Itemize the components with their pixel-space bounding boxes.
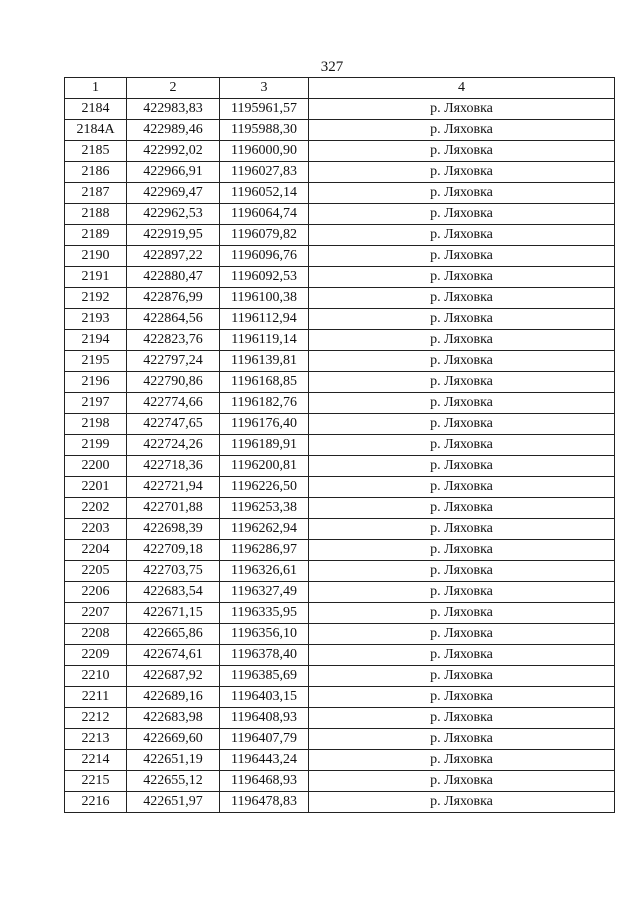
point-number-cell: 2201 — [65, 477, 127, 498]
x-coordinate-cell: 422651,97 — [127, 792, 220, 813]
description-cell: р. Ляховка — [309, 309, 615, 330]
x-coordinate-cell: 422962,53 — [127, 204, 220, 225]
table-row — [65, 498, 615, 519]
table-row — [65, 456, 615, 477]
description-cell: р. Ляховка — [309, 603, 615, 624]
point-number-cell: 2193 — [65, 309, 127, 330]
description-cell: р. Ляховка — [309, 330, 615, 351]
description-cell: р. Ляховка — [309, 708, 615, 729]
table-row — [65, 582, 615, 603]
y-coordinate-cell: 1196064,74 — [220, 204, 309, 225]
point-number-cell: 2195 — [65, 351, 127, 372]
y-coordinate-cell: 1196092,53 — [220, 267, 309, 288]
y-coordinate-cell: 1196176,40 — [220, 414, 309, 435]
table-row — [65, 183, 615, 204]
table-row — [65, 225, 615, 246]
x-coordinate-cell: 422701,88 — [127, 498, 220, 519]
point-number-cell: 2194 — [65, 330, 127, 351]
description-cell: р. Ляховка — [309, 267, 615, 288]
y-coordinate-cell: 1196168,85 — [220, 372, 309, 393]
table-row — [65, 792, 615, 813]
description-cell: р. Ляховка — [309, 624, 615, 645]
y-coordinate-cell: 1196079,82 — [220, 225, 309, 246]
point-number-cell: 2190 — [65, 246, 127, 267]
description-cell: р. Ляховка — [309, 393, 615, 414]
y-coordinate-cell: 1196335,95 — [220, 603, 309, 624]
point-number-cell: 2200 — [65, 456, 127, 477]
y-coordinate-cell: 1196139,81 — [220, 351, 309, 372]
x-coordinate-cell: 422919,95 — [127, 225, 220, 246]
point-number-cell: 2186 — [65, 162, 127, 183]
table-row — [65, 393, 615, 414]
table-row — [65, 561, 615, 582]
point-number-cell: 2204 — [65, 540, 127, 561]
x-coordinate-cell: 422709,18 — [127, 540, 220, 561]
point-number-cell: 2211 — [65, 687, 127, 708]
y-coordinate-cell: 1196478,83 — [220, 792, 309, 813]
table-row — [65, 687, 615, 708]
point-number-cell: 2206 — [65, 582, 127, 603]
table-row — [65, 666, 615, 687]
x-coordinate-cell: 422669,60 — [127, 729, 220, 750]
point-number-cell: 2207 — [65, 603, 127, 624]
y-coordinate-cell: 1196327,49 — [220, 582, 309, 603]
coordinates-table — [64, 77, 615, 813]
table-row — [65, 708, 615, 729]
point-number-cell: 2214 — [65, 750, 127, 771]
x-coordinate-cell: 422969,47 — [127, 183, 220, 204]
point-number-cell: 2209 — [65, 645, 127, 666]
x-coordinate-cell: 422797,24 — [127, 351, 220, 372]
y-coordinate-cell: 1196286,97 — [220, 540, 309, 561]
table-row — [65, 141, 615, 162]
table-row — [65, 771, 615, 792]
y-coordinate-cell: 1196403,15 — [220, 687, 309, 708]
table-row — [65, 603, 615, 624]
table-row — [65, 435, 615, 456]
table-row — [65, 624, 615, 645]
table-row — [65, 540, 615, 561]
y-coordinate-cell: 1196112,94 — [220, 309, 309, 330]
y-coordinate-cell: 1195988,30 — [220, 120, 309, 141]
page-number: 327 — [320, 59, 344, 75]
y-coordinate-cell: 1196468,93 — [220, 771, 309, 792]
description-cell: р. Ляховка — [309, 414, 615, 435]
y-coordinate-cell: 1196356,10 — [220, 624, 309, 645]
point-number-cell: 2189 — [65, 225, 127, 246]
x-coordinate-cell: 422790,86 — [127, 372, 220, 393]
point-number-cell: 2210 — [65, 666, 127, 687]
table-row — [65, 99, 615, 120]
description-cell: р. Ляховка — [309, 204, 615, 225]
description-cell: р. Ляховка — [309, 372, 615, 393]
x-coordinate-cell: 422864,56 — [127, 309, 220, 330]
table-row — [65, 750, 615, 771]
table-body — [65, 99, 615, 813]
description-cell: р. Ляховка — [309, 225, 615, 246]
y-coordinate-cell: 1196027,83 — [220, 162, 309, 183]
description-cell: р. Ляховка — [309, 435, 615, 456]
table-row — [65, 477, 615, 498]
point-number-cell: 2185 — [65, 141, 127, 162]
y-coordinate-cell: 1196408,93 — [220, 708, 309, 729]
description-cell: р. Ляховка — [309, 162, 615, 183]
table-row — [65, 288, 615, 309]
table-row — [65, 267, 615, 288]
point-number-cell: 2199 — [65, 435, 127, 456]
y-coordinate-cell: 1196226,50 — [220, 477, 309, 498]
point-number-cell: 2187 — [65, 183, 127, 204]
table-row — [65, 414, 615, 435]
point-number-cell: 2196 — [65, 372, 127, 393]
x-coordinate-cell: 422665,86 — [127, 624, 220, 645]
table-row — [65, 120, 615, 141]
description-cell: р. Ляховка — [309, 645, 615, 666]
x-coordinate-cell: 422823,76 — [127, 330, 220, 351]
point-number-cell: 2192 — [65, 288, 127, 309]
point-number-cell: 2184А — [65, 120, 127, 141]
y-coordinate-cell: 1196443,24 — [220, 750, 309, 771]
description-cell: р. Ляховка — [309, 477, 615, 498]
point-number-cell: 2208 — [65, 624, 127, 645]
x-coordinate-cell: 422724,26 — [127, 435, 220, 456]
header-cell-3: 3 — [220, 78, 309, 99]
y-coordinate-cell: 1196385,69 — [220, 666, 309, 687]
description-cell: р. Ляховка — [309, 666, 615, 687]
point-number-cell: 2191 — [65, 267, 127, 288]
table-header — [65, 78, 615, 99]
x-coordinate-cell: 422655,12 — [127, 771, 220, 792]
header-cell-1: 1 — [65, 78, 127, 99]
description-cell: р. Ляховка — [309, 519, 615, 540]
x-coordinate-cell: 422983,83 — [127, 99, 220, 120]
point-number-cell: 2216 — [65, 792, 127, 813]
point-number-cell: 2202 — [65, 498, 127, 519]
description-cell: р. Ляховка — [309, 498, 615, 519]
description-cell: р. Ляховка — [309, 771, 615, 792]
header-cell-2: 2 — [127, 78, 220, 99]
description-cell: р. Ляховка — [309, 183, 615, 204]
description-cell: р. Ляховка — [309, 141, 615, 162]
x-coordinate-cell: 422721,94 — [127, 477, 220, 498]
description-cell: р. Ляховка — [309, 687, 615, 708]
y-coordinate-cell: 1196182,76 — [220, 393, 309, 414]
y-coordinate-cell: 1196200,81 — [220, 456, 309, 477]
y-coordinate-cell: 1195961,57 — [220, 99, 309, 120]
description-cell: р. Ляховка — [309, 351, 615, 372]
x-coordinate-cell: 422774,66 — [127, 393, 220, 414]
description-cell: р. Ляховка — [309, 246, 615, 267]
description-cell: р. Ляховка — [309, 120, 615, 141]
point-number-cell: 2213 — [65, 729, 127, 750]
x-coordinate-cell: 422674,61 — [127, 645, 220, 666]
y-coordinate-cell: 1196052,14 — [220, 183, 309, 204]
y-coordinate-cell: 1196378,40 — [220, 645, 309, 666]
x-coordinate-cell: 422651,19 — [127, 750, 220, 771]
x-coordinate-cell: 422683,54 — [127, 582, 220, 603]
x-coordinate-cell: 422689,16 — [127, 687, 220, 708]
y-coordinate-cell: 1196000,90 — [220, 141, 309, 162]
x-coordinate-cell: 422966,91 — [127, 162, 220, 183]
description-cell: р. Ляховка — [309, 750, 615, 771]
x-coordinate-cell: 422698,39 — [127, 519, 220, 540]
table-row — [65, 204, 615, 225]
table-row — [65, 162, 615, 183]
point-number-cell: 2198 — [65, 414, 127, 435]
x-coordinate-cell: 422989,46 — [127, 120, 220, 141]
table-row — [65, 309, 615, 330]
x-coordinate-cell: 422876,99 — [127, 288, 220, 309]
point-number-cell: 2188 — [65, 204, 127, 225]
table-row — [65, 330, 615, 351]
x-coordinate-cell: 422992,02 — [127, 141, 220, 162]
description-cell: р. Ляховка — [309, 540, 615, 561]
y-coordinate-cell: 1196407,79 — [220, 729, 309, 750]
x-coordinate-cell: 422718,36 — [127, 456, 220, 477]
x-coordinate-cell: 422897,22 — [127, 246, 220, 267]
point-number-cell: 2215 — [65, 771, 127, 792]
x-coordinate-cell: 422683,98 — [127, 708, 220, 729]
table-row — [65, 519, 615, 540]
description-cell: р. Ляховка — [309, 456, 615, 477]
point-number-cell: 2197 — [65, 393, 127, 414]
y-coordinate-cell: 1196119,14 — [220, 330, 309, 351]
description-cell: р. Ляховка — [309, 729, 615, 750]
y-coordinate-cell: 1196262,94 — [220, 519, 309, 540]
point-number-cell: 2184 — [65, 99, 127, 120]
x-coordinate-cell: 422703,75 — [127, 561, 220, 582]
point-number-cell: 2205 — [65, 561, 127, 582]
description-cell: р. Ляховка — [309, 792, 615, 813]
y-coordinate-cell: 1196326,61 — [220, 561, 309, 582]
header-cell-4: 4 — [309, 78, 615, 99]
table-row — [65, 246, 615, 267]
description-cell: р. Ляховка — [309, 99, 615, 120]
x-coordinate-cell: 422671,15 — [127, 603, 220, 624]
x-coordinate-cell: 422747,65 — [127, 414, 220, 435]
x-coordinate-cell: 422687,92 — [127, 666, 220, 687]
table-row — [65, 645, 615, 666]
description-cell: р. Ляховка — [309, 561, 615, 582]
x-coordinate-cell: 422880,47 — [127, 267, 220, 288]
y-coordinate-cell: 1196096,76 — [220, 246, 309, 267]
table-row — [65, 372, 615, 393]
point-number-cell: 2212 — [65, 708, 127, 729]
y-coordinate-cell: 1196189,91 — [220, 435, 309, 456]
table-row — [65, 351, 615, 372]
description-cell: р. Ляховка — [309, 288, 615, 309]
y-coordinate-cell: 1196253,38 — [220, 498, 309, 519]
point-number-cell: 2203 — [65, 519, 127, 540]
description-cell: р. Ляховка — [309, 582, 615, 603]
table-row — [65, 729, 615, 750]
y-coordinate-cell: 1196100,38 — [220, 288, 309, 309]
header-row — [65, 78, 615, 99]
